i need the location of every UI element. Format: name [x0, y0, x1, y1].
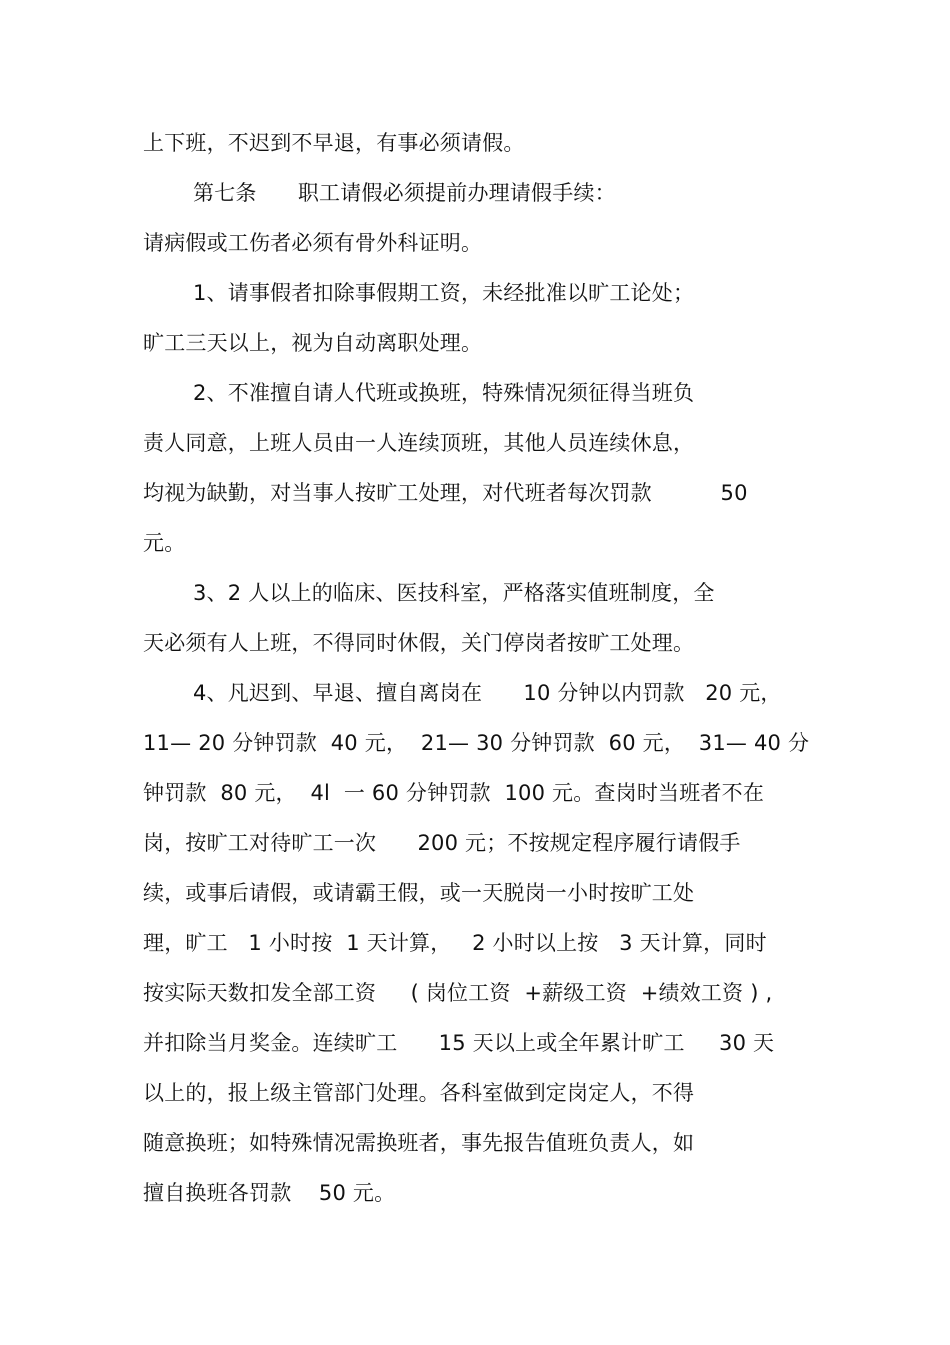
- article-heading: 第七条 职工请假必须提前办理请假手续：: [193, 181, 616, 205]
- text-line: 责人同意，上班人员由一人连续顶班，其他人员连续休息，: [143, 431, 695, 455]
- text-line: 理，旷工 1 小时按 1 天计算， 2 小时以上按 3 天计算，同时: [143, 931, 767, 955]
- clause-1: 1、请事假者扣除事假期工资，未经批准以旷工论处；: [193, 281, 695, 305]
- clause-4: 4、凡迟到、早退、擅自离岗在 10 分钟以内罚款 20 元，: [193, 681, 782, 705]
- text-line: 11— 20 分钟罚款 40 元， 21— 30 分钟罚款 60 元， 31— 40 分: [143, 731, 810, 755]
- text-line: 钟罚款 80 元， 4l 一 60 分钟罚款 100 元。查岗时当班者不在: [143, 781, 765, 805]
- text-line: 岗，按旷工对待旷工一次 200 元；不按规定程序履行请假手: [143, 831, 741, 855]
- text-line: 旷工三天以上，视为自动离职处理。: [143, 331, 483, 355]
- clause-2: 2、不准擅自请人代班或换班，特殊情况须征得当班负: [193, 381, 695, 405]
- text-line: 并扣除当月奖金。连续旷工 15 天以上或全年累计旷工 30 天: [143, 1031, 775, 1055]
- text-line: 上下班，不迟到不早退，有事必须请假。: [143, 131, 525, 155]
- text-line: 均视为缺勤，对当事人按旷工处理，对代班者每次罚款 50: [143, 481, 748, 505]
- text-line: 随意换班；如特殊情况需换班者，事先报告值班负责人，如: [143, 1131, 695, 1155]
- text-line: 以上的，报上级主管部门处理。各科室做到定岗定人，不得: [143, 1081, 695, 1105]
- text-line: 按实际天数扣发全部工资 ( 岗位工资 +薪级工资 +绩效工资 ) ,: [143, 981, 773, 1005]
- text-line: 擅自换班各罚款 50 元。: [143, 1181, 396, 1205]
- text-line: 请病假或工伤者必须有骨外科证明。: [143, 231, 483, 255]
- clause-3: 3、2 人以上的临床、医技科室，严格落实值班制度，全: [193, 581, 715, 605]
- text-line: 元。: [143, 531, 186, 555]
- text-line: 续，或事后请假，或请霸王假，或一天脱岗一小时按旷工处: [143, 881, 695, 905]
- text-line: 天必须有人上班，不得同时休假，关门停岗者按旷工处理。: [143, 631, 695, 655]
